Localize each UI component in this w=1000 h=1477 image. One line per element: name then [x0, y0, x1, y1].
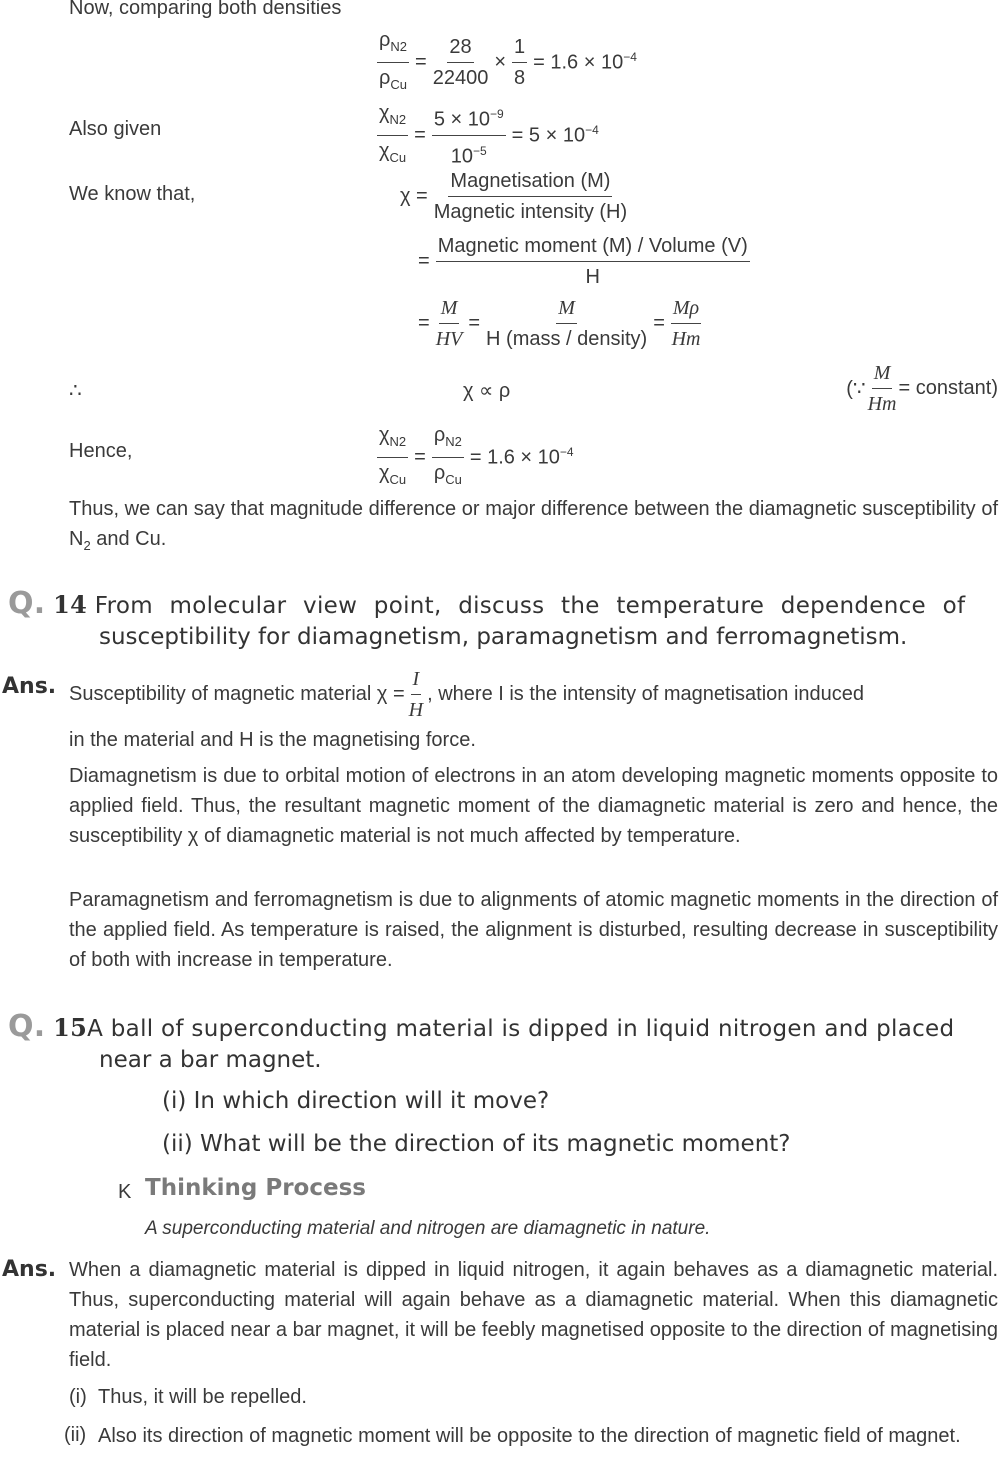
- final-ratio-equation: $\frac{\chi_{N2}}{\chi_{Cu}}$ = $\frac{\rho_{N2}}{\rho_{Cu}}$ = $1.6 \times 10^{-4}$: [379, 424, 574, 487]
- constant-note: (∵ $\frac{M}{Hm}$ = constant): [846, 362, 998, 415]
- therefore-symbol: ∴: [69, 380, 82, 402]
- chi-definition-equation: χ = $\frac{\text{Magnetisation (M)}}{\text{Magnetic intensity (H)}}$: [400, 170, 628, 223]
- thinking-process-icon: K: [118, 1181, 132, 1203]
- proportionality-statement: χ ∝ ρ: [463, 380, 511, 402]
- intro-text: Now, comparing both densities: [69, 0, 342, 19]
- answer-15-part-i-label: (i): [69, 1386, 87, 1408]
- question-15-line2: near a bar magnet.: [99, 1047, 322, 1073]
- conclusion-paragraph: Thus, we can say that magnitude difference or major difference between the diamagnetic susceptibility of $N_2$ and Cu.: [69, 498, 998, 553]
- answer-15-part-ii-text: Also its direction of magnetic moment will be opposite to the direction of magnetic field of magnet.: [98, 1425, 961, 1447]
- chi-density-equation: = $\frac{M}{HV}$ = $\frac{M}{\text{H (mass / density)}}$ = $\frac{M\rho}{Hm}$: [418, 297, 701, 350]
- paramagnetism-paragraph: Paramagnetism and ferromagnetism is due to alignments of atomic magnetic moments in the direction of the applied field. As temperature is raised, the alignment is disturbed, resulting decrease in susceptibility of both with increase in temperature.: [69, 889, 998, 971]
- answer-15-part-i-text: Thus, it will be repelled.: [98, 1386, 307, 1408]
- answer-15-label: Ans.: [2, 1257, 57, 1282]
- chi-moment-volume-equation: = $\frac{\text{Magnetic moment (M) / Volume (V)}}{H}$: [418, 235, 748, 288]
- answer-15-paragraph: When a diamagnetic material is dipped in liquid nitrogen, it again behaves as a diamagnetic material. Thus, superconducting material will again behave as a diamagnetic material. When this diamagnetic material is placed near a bar magnet, it will be feebly magnetised opposite to the direction of magnetising field.: [69, 1259, 998, 1371]
- answer-15-part-ii-label: (ii): [64, 1424, 87, 1446]
- diamagnetism-paragraph: Diamagnetism is due to orbital motion of electrons in an atom developing magnetic moments opposite to applied field. Thus, the resultant magnetic moment of the diamagnetic material is zero and hence, the susceptibility χ of diamagnetic material is not much affected by temperature.: [69, 765, 998, 847]
- question-15: Q. 15A ball of superconducting material is dipped in liquid nitrogen and placed: [8, 1009, 955, 1044]
- hence-label: Hence,: [69, 440, 133, 462]
- we-know-label: We know that,: [69, 183, 196, 205]
- also-given-label: Also given: [69, 118, 162, 140]
- density-ratio-equation: $\frac{\rho_{N2}}{\rho_{Cu}}$ = $\frac{28}{22400}$ × $\frac{1}{8}$ = $1.6 \times 10^{-4}$: [379, 29, 637, 92]
- thinking-process-title: Thinking Process: [145, 1175, 366, 1201]
- question-14: Q. 14 From molecular view point, discuss the temperature dependence of: [8, 586, 966, 621]
- susceptibility-ratio-equation: $\frac{\chi_{N2}}{\chi_{Cu}}$ = $\frac{5 \times 10^{-9}}{10^{-5}}$ = $5 \times 10^{-4}$: [379, 102, 599, 168]
- question-15-part-ii: (ii) What will be the direction of its magnetic moment?: [162, 1131, 791, 1157]
- question-14-line2: susceptibility for diamagnetism, paramagnetism and ferromagnetism.: [99, 624, 908, 650]
- question-15-part-i: (i) In which direction will it move?: [162, 1088, 550, 1114]
- answer-14-line2: in the material and H is the magnetising force.: [69, 729, 476, 751]
- answer-14-line1: Susceptibility of magnetic material χ = $\frac{I}{H}$ , where I is the intensity of magnetisation induced: [69, 668, 865, 721]
- answer-14-label: Ans.: [2, 674, 57, 699]
- thinking-process-text: A superconducting material and nitrogen are diamagnetic in nature.: [145, 1218, 711, 1239]
